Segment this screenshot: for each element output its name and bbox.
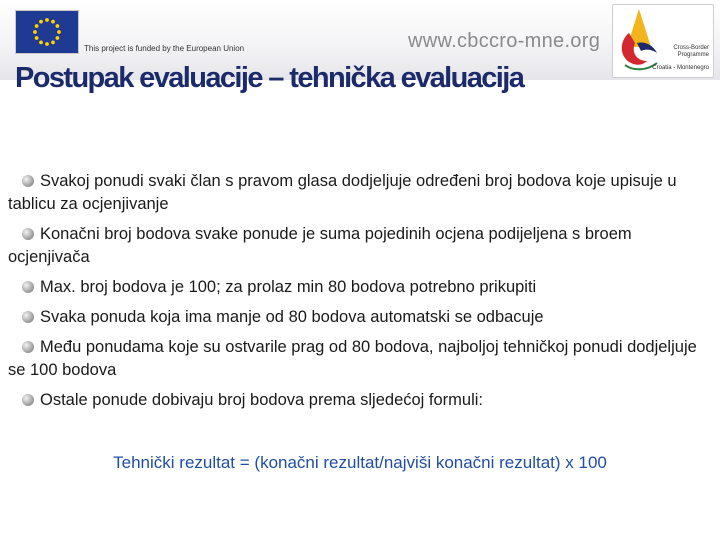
bullet-icon (22, 175, 34, 187)
bullet-icon (22, 341, 34, 353)
bullet-text: Ostale ponude dobivaju broj bodova prema sljedećoj formuli: (40, 391, 484, 409)
list-item (8, 223, 713, 269)
bullet-text: Svakoj ponudi svaki član s pravom glasa dodjeljuje određeni broj bodova koje upisuje u tablicu za ocjenjivanje (8, 172, 677, 213)
list-item (8, 306, 713, 329)
list-item (8, 389, 713, 412)
bullet-icon (22, 281, 34, 293)
bullet-list (8, 170, 713, 419)
bullet-icon (22, 311, 34, 323)
bullet-text: Max. broj bodova je 100; za prolaz min 80 bodova potrebno prikupiti (40, 278, 537, 296)
bullet-text: Među ponudama koje su ostvarile prag od 80 bodova, najboljoj tehničkoj ponudi dodjeljuje se 100 bodova (8, 338, 697, 379)
logo-programme-text: Cross-Border Programme (673, 45, 709, 58)
eu-funding-caption: This project is funded by the European Union (84, 44, 245, 53)
bullet-icon (22, 228, 34, 240)
list-item (8, 170, 713, 216)
slide-title: Postupak evaluacije – tehnička evaluacija (15, 62, 524, 94)
eu-stars-icon (16, 11, 78, 53)
list-item (8, 336, 713, 382)
website-url: www.cbccro-mne.org (408, 30, 601, 52)
cross-border-programme-logo-icon (617, 7, 663, 73)
bullet-text: Svaka ponuda koja ima manje od 80 bodova automatski se odbacuje (40, 308, 544, 326)
eu-flag-icon (15, 10, 79, 54)
logo-countries-text: Croatia - Montenegro (652, 65, 709, 71)
cross-border-programme-logo (612, 4, 714, 78)
bullet-icon (22, 394, 34, 406)
list-item (8, 276, 713, 299)
bullet-text: Konačni broj bodova svake ponude je suma pojedinih ocjena podijeljena s broem ocjenjivača (8, 225, 632, 266)
formula-text: Tehnički rezultat = (konačni rezultat/najviši konačni rezultat) x 100 (113, 453, 607, 472)
